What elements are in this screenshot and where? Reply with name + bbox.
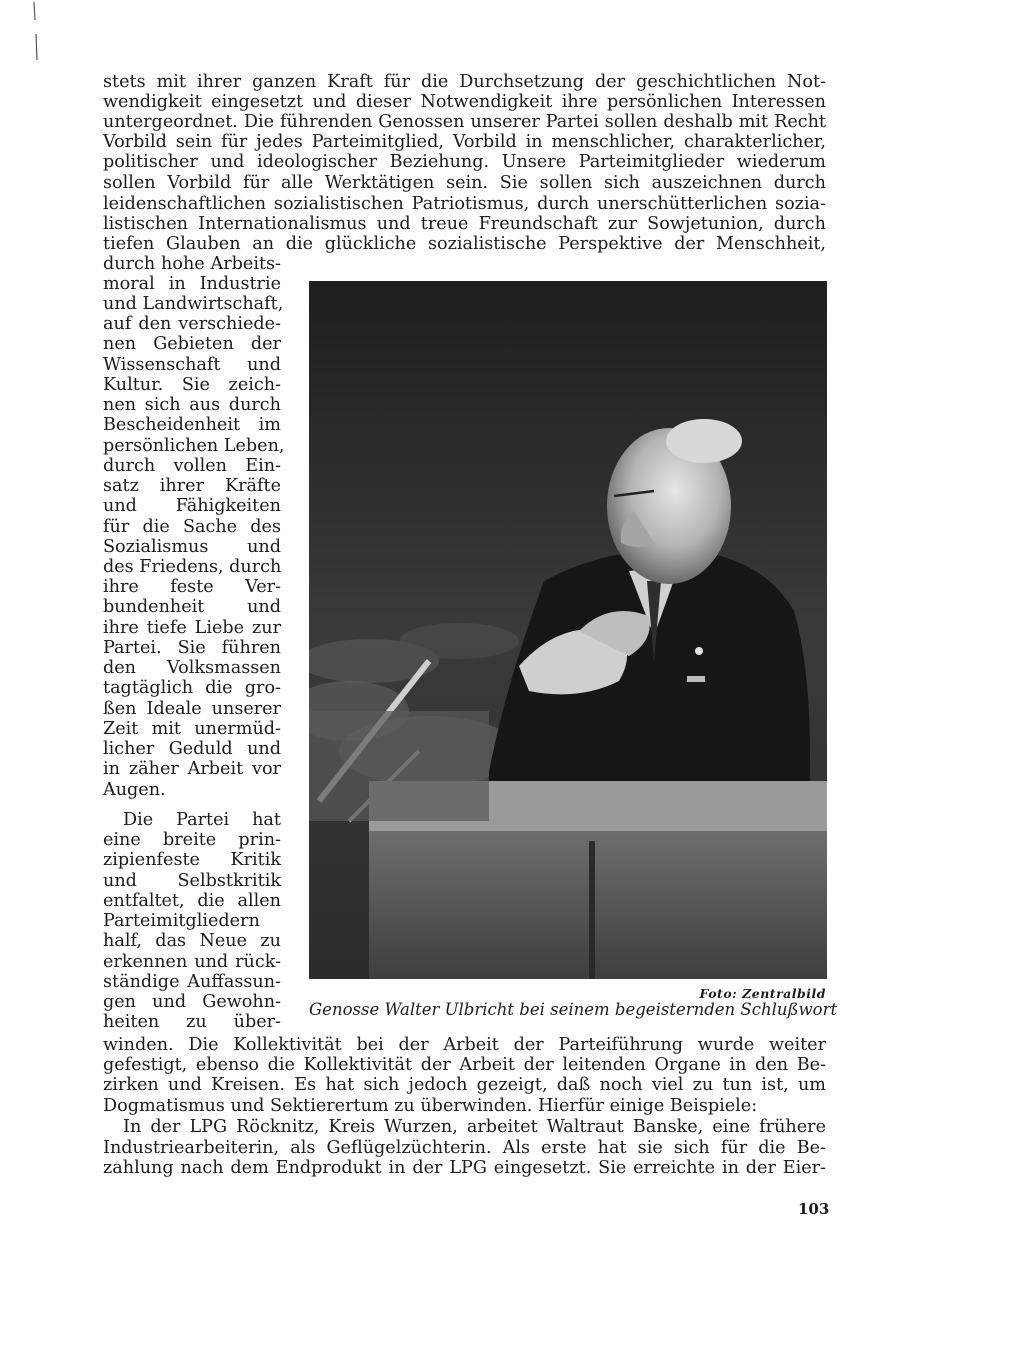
column-line: Partei. Sie führen — [103, 638, 281, 658]
column-line: und Landwirtschaft, — [103, 294, 284, 314]
text-line: Industriearbeiterin, als Geflügelzüchterin. Als erste hat sie sich für die Be- — [103, 1138, 826, 1158]
text-line: listischen Internationalismus und treue Freundschaft zur Sowjetunion, durch — [103, 214, 826, 234]
text-line: untergeordnet. Die führenden Genossen unserer Partei sollen deshalb mit Recht — [103, 112, 826, 132]
photo-caption: Genosse Walter Ulbricht bei seinem begeisternden Schlußwort — [309, 1000, 838, 1019]
text-line: Dogmatismus und Sektierertum zu überwinden. Hierfür einige Beispiele: — [103, 1096, 758, 1116]
text-line: sollen Vorbild für alle Werktätigen sein. Sie sollen sich auszeichnen durch — [103, 173, 826, 193]
text-line: zahlung nach dem Endprodukt in der LPG eingesetzt. Sie erreichte in der Eier- — [103, 1158, 826, 1178]
column-line: zipienfeste Kritik — [103, 850, 281, 870]
column-line: und Fähigkeiten — [103, 496, 281, 516]
text-line: tiefen Glauben an die glückliche sozialistische Perspektive der Menschheit, — [103, 234, 826, 254]
text-line: Vorbild sein für jedes Parteimitglied, Vorbild in menschlicher, charakterlicher, — [103, 132, 826, 152]
column-line: Die Partei hat — [123, 810, 281, 830]
column-line: ihre feste Ver- — [103, 577, 281, 597]
column-line: ständige Auffassun- — [103, 972, 281, 992]
text-line: wendigkeit eingesetzt und dieser Notwendigkeit ihre persönlichen Interessen — [103, 92, 826, 112]
column-line: Wissenschaft und — [103, 355, 281, 375]
photo-credit: Foto: Zentralbild — [699, 986, 826, 1001]
column-line: licher Geduld und — [103, 739, 281, 759]
text-line: winden. Die Kollektivität bei der Arbeit der Parteiführung wurde weiter — [103, 1035, 826, 1055]
column-line: ihre tiefe Liebe zur — [103, 618, 281, 638]
column-line: tagtäglich die gro- — [103, 678, 281, 698]
column-line: durch hohe Arbeits- — [103, 254, 281, 274]
column-line: Sozialismus und — [103, 537, 281, 557]
column-line: heiten zu über- — [103, 1012, 281, 1032]
column-line: ßen Ideale unserer — [103, 699, 281, 719]
text-line: stets mit ihrer ganzen Kraft für die Durchsetzung der geschichtlichen Not- — [103, 72, 826, 92]
text-line: zirken und Kreisen. Es hat sich jedoch gezeigt, daß noch viel zu tun ist, um — [103, 1075, 826, 1095]
text-line: leidenschaftlichen sozialistischen Patriotismus, durch unerschütterlichen sozia- — [103, 194, 826, 214]
column-line: des Friedens, durch — [103, 557, 282, 577]
column-line: Augen. — [103, 780, 166, 800]
column-line: auf den verschiede- — [103, 314, 281, 334]
column-line: persönlichen Leben, — [103, 436, 285, 456]
column-line: half, das Neue zu — [103, 931, 281, 951]
page-number: 103 — [798, 1200, 830, 1218]
column-line: für die Sache des — [103, 517, 281, 537]
margin-mark — [30, 0, 40, 70]
text-line: gefestigt, ebenso die Kollektivität der Arbeit der leitenden Organe in den Be- — [103, 1055, 826, 1075]
column-line: bundenheit und — [103, 597, 281, 617]
text-line: politischer und ideologischer Beziehung. Unsere Parteimitglieder wiederum — [103, 152, 826, 172]
column-line: nen Gebieten der — [103, 334, 281, 354]
column-line: in zäher Arbeit vor — [103, 759, 281, 779]
column-line: Kultur. Sie zeich- — [103, 375, 281, 395]
column-line: nen sich aus durch — [103, 395, 281, 415]
text-line: In der LPG Röcknitz, Kreis Wurzen, arbeitet Waltraut Banske, eine frühere — [123, 1117, 826, 1137]
column-line: Parteimitgliedern — [103, 911, 260, 931]
column-line: satz ihrer Kräfte — [103, 476, 281, 496]
column-line: moral in Industrie — [103, 274, 281, 294]
column-line: eine breite prin- — [103, 830, 281, 850]
column-line: Zeit mit unermüd- — [103, 719, 281, 739]
column-line: den Volksmassen — [103, 658, 281, 678]
column-line: Bescheidenheit im — [103, 415, 281, 435]
column-line: durch vollen Ein- — [103, 456, 281, 476]
column-line: gen und Gewohn- — [103, 992, 281, 1012]
speaker-photo — [309, 281, 827, 979]
column-line: und Selbstkritik — [103, 871, 281, 891]
column-line: erkennen und rück- — [103, 952, 281, 972]
column-line: entfaltet, die allen — [103, 891, 281, 911]
